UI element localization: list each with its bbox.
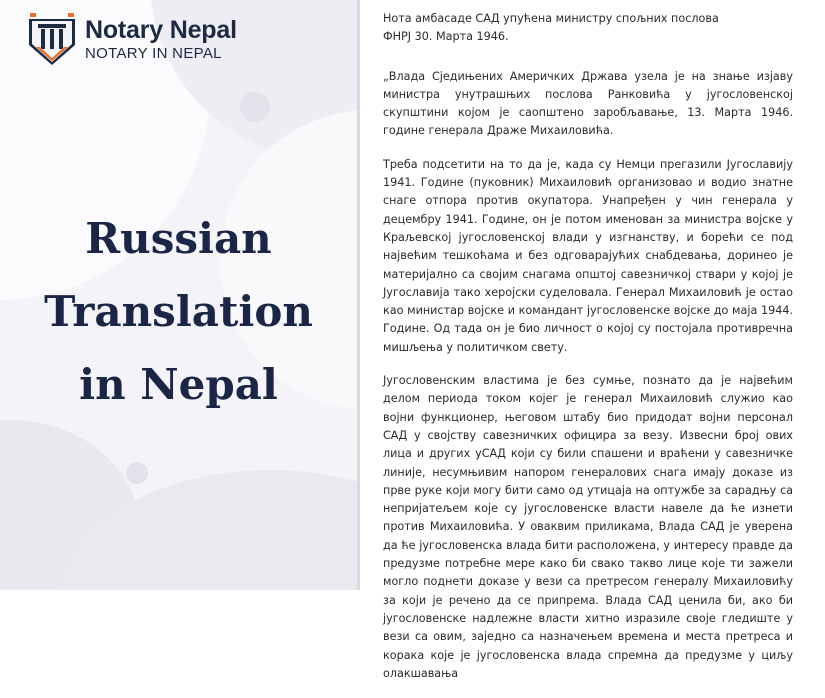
document-paragraph: Треба подсетити на то да је, када су Немци прегазили Југославију 1941. Године (пуковник) Михаиловић организовао и водио знатне снаге отпора против окупатора. Унапређен у чин генерала у децембру 1941. Године, он је потом именован за министра војске у Краљевској југословенској влади у изгнанству, и борећи се под највећим тешкоћама и без одговарајућих снабдевања, доринео је материјално са својим снагама општој савезничкој ствари у којој је Југославија тако херојски суделовала. Генерал Михаиловић је остао као министар војске и командант југословенске војске до маја 1944. Године. Од тада он је био личност о којој су постојала противречна мишљења у политичком свету. xyxy=(383,157,793,354)
document-scan xyxy=(383,10,793,698)
headline-line: Translation xyxy=(44,287,313,336)
decorative-dot xyxy=(240,92,270,122)
headline-line: Russian xyxy=(85,214,272,263)
document-header-line: ФНРЈ 30. Марта 1946. xyxy=(383,30,509,44)
brand-logo xyxy=(27,11,237,67)
brand-name: Notary Nepal xyxy=(85,16,237,44)
headline xyxy=(0,202,357,421)
document-paragraph: „Влада Сједињених Америчких Држава узела је на знање изјаву министра унутрашњих послова Ранковића у југословенској скупштини којом је саопштено заробљавање, 13. Марта 1946. године генерала Драже Михаиловића. xyxy=(383,69,793,138)
decorative-dot xyxy=(126,462,148,484)
panel-divider xyxy=(357,0,360,590)
document-paragraph: Југословенским властима је без сумње, познато да је највећим делом периода током којег је генерал Михаиловић служио као војни функционер, његовом штабу био придодат војни персонал САД у својству савезничких официра за везу. Извесни број ових лица и других уСАД који су били спашени и враћени у савезничке линије, несумњивим напором генераловиx снага имају доказе из прве руке који могу бити само од утицаја на оптужбе за сарадњу са непријатељем које су југословенске власти навеле да ће изнети против Михаиловића. У оваквим приликама, Влада САД је уверена да ће југословенска влада бити расположена, у интересу правде да предузме потребне мере како би свако такво лице које ти зажели могло поднети доказе у вези са претресом генералу Михаиловићу за који је речено да се припрема. Влада САД ценила би, ако би југословенске надлежне власти хитно изразиле своје гледиште у вези са овим, заједно са назначењем времена и места претреса и корака које је југословенска влада спремна да предузме у циљу олакшавања xyxy=(383,374,793,680)
pillar-pen-logo-icon xyxy=(27,11,77,67)
brand-tagline: NOTARY IN NEPAL xyxy=(85,45,222,62)
headline-line: in Nepal xyxy=(79,360,278,409)
document-header xyxy=(383,10,793,47)
document-header-line: Нота амбасаде САД упућена министру спољних послова xyxy=(383,12,719,25)
left-promo-panel xyxy=(0,0,357,590)
